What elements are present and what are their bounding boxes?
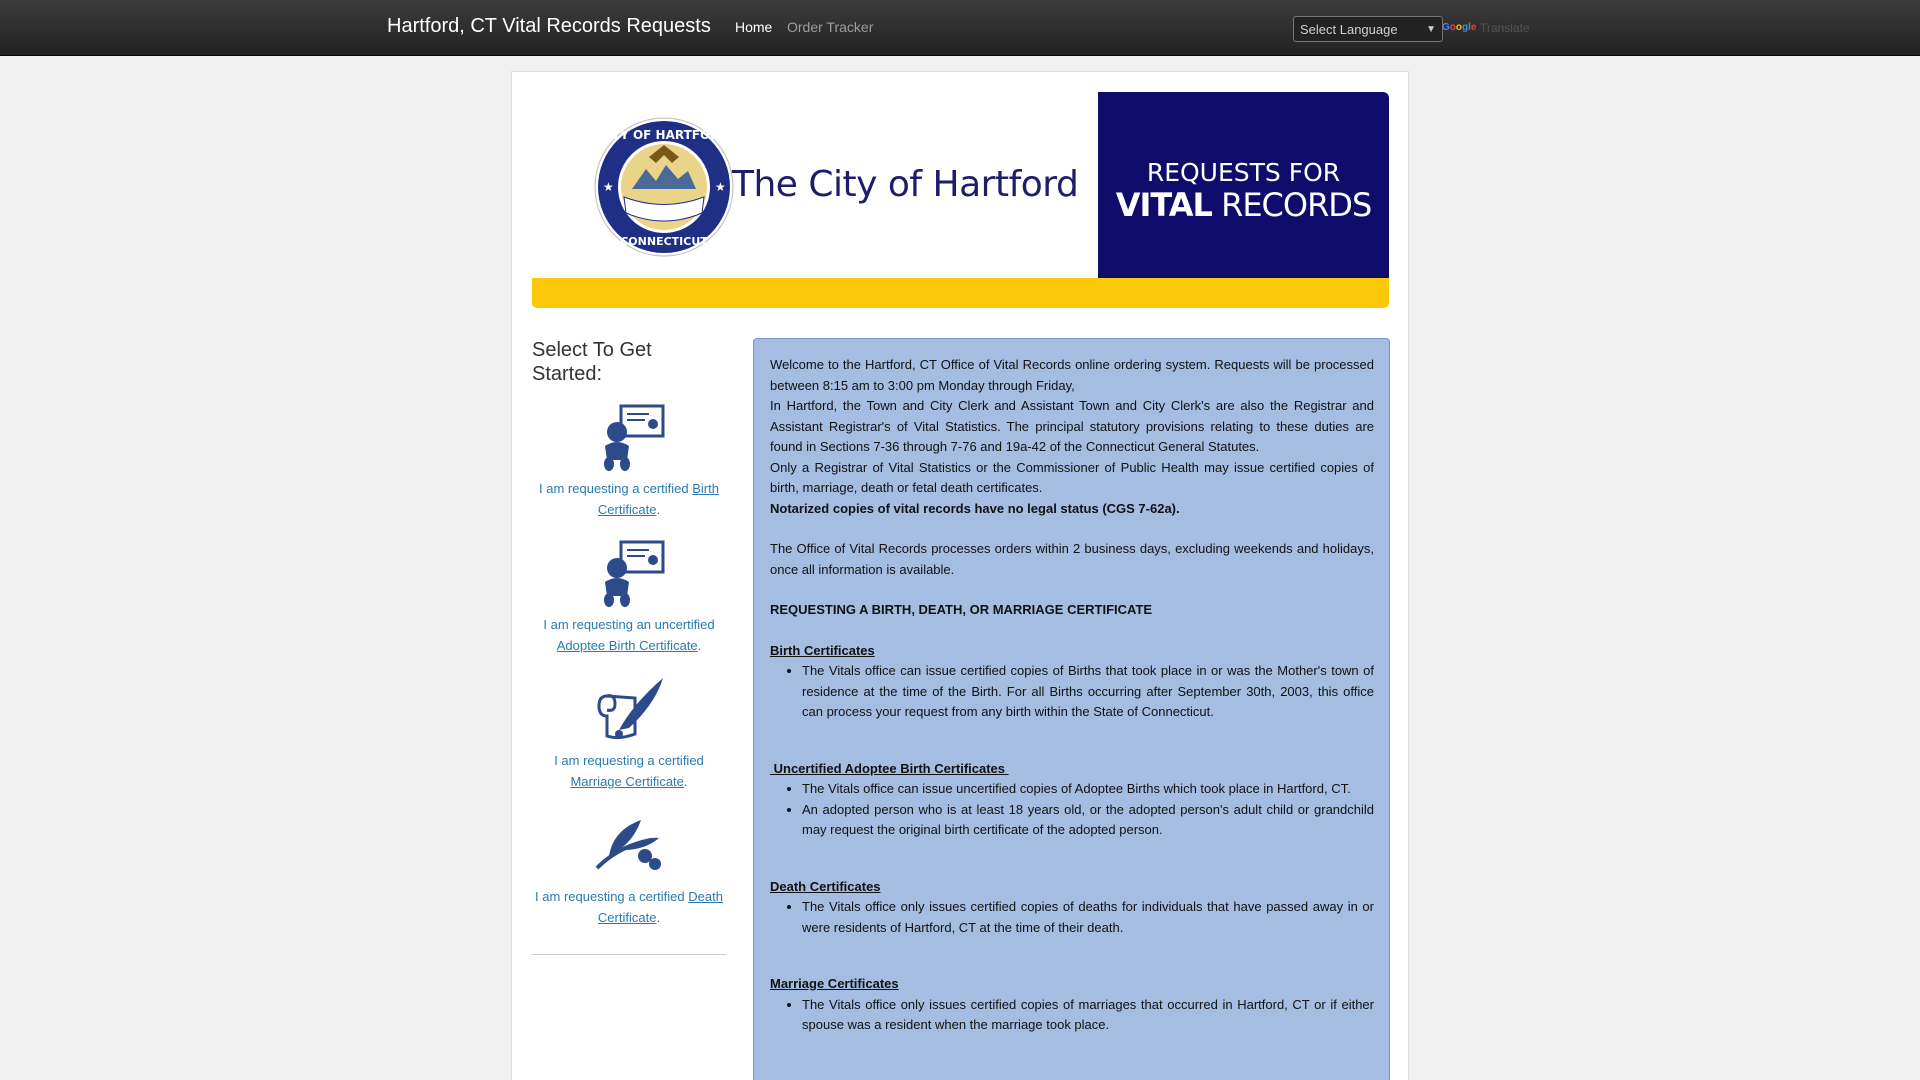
- language-select[interactable]: [1293, 16, 1443, 42]
- option-adoptee-prefix: I am requesting an uncertified: [543, 617, 715, 632]
- option-birth-suffix: .: [656, 502, 661, 517]
- option-birth-text: [532, 478, 726, 520]
- banner-records-word: RECORDS: [1211, 186, 1372, 224]
- nav-order-tracker-link[interactable]: Order Tracker: [787, 19, 874, 35]
- top-navbar: [0, 0, 1920, 56]
- svg-text:CONNECTICUT: CONNECTICUT: [620, 235, 708, 248]
- banner-vital-records: [1098, 186, 1389, 224]
- birth-list: [802, 661, 1374, 723]
- language-select-value: Select Language: [1300, 21, 1398, 37]
- translate-link[interactable]: Translate: [1480, 21, 1530, 35]
- death-section-title: Death Certificates: [770, 878, 881, 894]
- option-death-suffix: .: [656, 910, 661, 925]
- marriage-list: [802, 995, 1374, 1036]
- option-birth-certificate[interactable]: [532, 402, 726, 520]
- city-name-title: The City of Hartford: [732, 164, 1079, 205]
- death-certificate-link[interactable]: Death Certificate: [597, 889, 723, 925]
- sidebar-heading: Select To Get Started:: [532, 339, 652, 385]
- svg-text:★: ★: [603, 180, 614, 194]
- birth-section-title: Birth Certificates: [770, 642, 875, 658]
- death-list: [802, 897, 1374, 938]
- banner-left-panel: [532, 92, 1098, 278]
- svg-text:CITY OF HARTFORD: CITY OF HARTFORD: [598, 128, 730, 142]
- svg-text:★: ★: [715, 180, 726, 194]
- sidebar-divider: [532, 954, 726, 955]
- city-seal-logo: [594, 117, 734, 257]
- site-brand[interactable]: Hartford, CT Vital Records Requests: [387, 15, 711, 37]
- banner-right-panel: [1098, 92, 1389, 278]
- info-panel: [753, 338, 1390, 1080]
- option-marriage-text: [532, 750, 726, 792]
- chevron-down-icon: ▼: [1426, 23, 1436, 35]
- option-birth-prefix: I am requesting a certified: [539, 481, 693, 496]
- adoptee-birth-certificate-link[interactable]: Adoptee Birth Certificate: [556, 638, 698, 653]
- option-adoptee-text: [532, 614, 726, 656]
- list-item: • The Vitals office can issue uncertified copies of Adoptee Births which took place in Hartford, CT.: [802, 779, 1374, 800]
- scroll-quill-icon: [589, 674, 669, 744]
- adoptee-section-title: Uncertified Adoptee Birth Certificates: [770, 760, 1009, 776]
- adoptee-list: [802, 779, 1374, 841]
- list-item: • The Vitals office only issues certified copies of marriages that occurred in Hartford, CT or if either spouse was a resident when the marriage took place.: [802, 995, 1374, 1036]
- requesting-heading: REQUESTING A BIRTH, DEATH, OR MARRIAGE CERTIFICATE: [770, 602, 1153, 617]
- list-item: • The Vitals office can issue certified copies of Births that took place in or was the Mother's town of residence at the time of the Birth. For all Births occurring after September 30th, 2003, this office can process your request from any birth within the State of Connecticut.: [802, 661, 1374, 723]
- option-death-text: [532, 886, 726, 928]
- main-container: [511, 71, 1409, 1080]
- sidebar: [532, 338, 726, 925]
- birth-certificate-link[interactable]: Birth Certificate: [597, 481, 719, 517]
- option-adoptee-suffix: .: [697, 638, 702, 653]
- option-marriage-certificate[interactable]: [532, 674, 726, 792]
- banner-requests-for: REQUESTS FOR: [1146, 158, 1341, 187]
- banner-yellow-bar: [532, 278, 1389, 308]
- info-content: [770, 355, 1374, 1036]
- list-item: • An adopted person who is at least 18 years old, or the adopted person's adult child or grandchild may request the original birth certificate of the adopted person.: [802, 800, 1374, 841]
- baby-certificate-icon: [589, 402, 669, 472]
- certified-copies-paragraph: Only a Registrar of Vital Statistics or the Commissioner of Public Health may issue certified copies of birth, marriage, death or fetal death certificates.: [770, 459, 1374, 495]
- notarized-notice: Notarized copies of vital records have no legal status (CGS 7-62a).: [770, 500, 1180, 516]
- list-item: • The Vitals office only issues certified copies of deaths for individuals that have passed away in or were residents of Hartford, CT at the time of their death.: [802, 897, 1374, 938]
- marriage-certificate-link[interactable]: Marriage Certificate: [570, 774, 684, 789]
- option-marriage-prefix: I am requesting a certified: [554, 753, 704, 768]
- header-banner: [532, 92, 1389, 308]
- processing-paragraph: The Office of Vital Records processes orders within 2 business days, excluding weekends and holidays, once all information is available.: [770, 541, 1374, 577]
- option-marriage-suffix: .: [683, 774, 688, 789]
- option-adoptee-birth-certificate[interactable]: [532, 538, 726, 656]
- banner-vital-word: VITAL: [1115, 186, 1212, 224]
- baby-certificate-icon: [589, 538, 669, 608]
- marriage-section-title: Marriage Certificates: [770, 976, 899, 991]
- olive-branch-icon: [589, 810, 669, 880]
- welcome-paragraph: Welcome to the Hartford, CT Office of Vital Records online ordering system. Requests will be processed between 8:15 am to 3:00 pm Monday through Friday,: [770, 357, 1374, 393]
- registrar-paragraph: In Hartford, the Town and City Clerk and Assistant Town and City Clerk's are also the Registrar and Assistant Registrar's of Vital Statistics. The principal statutory provisions relating to these duties are found in Sections 7-36 through 7-76 and 19a-42 of the Connecticut General Statutes.: [770, 398, 1374, 454]
- nav-home-link[interactable]: Home: [735, 19, 773, 35]
- option-death-prefix: I am requesting a certified: [535, 889, 689, 904]
- google-logo: Google: [1442, 22, 1477, 33]
- option-death-certificate[interactable]: [532, 810, 726, 928]
